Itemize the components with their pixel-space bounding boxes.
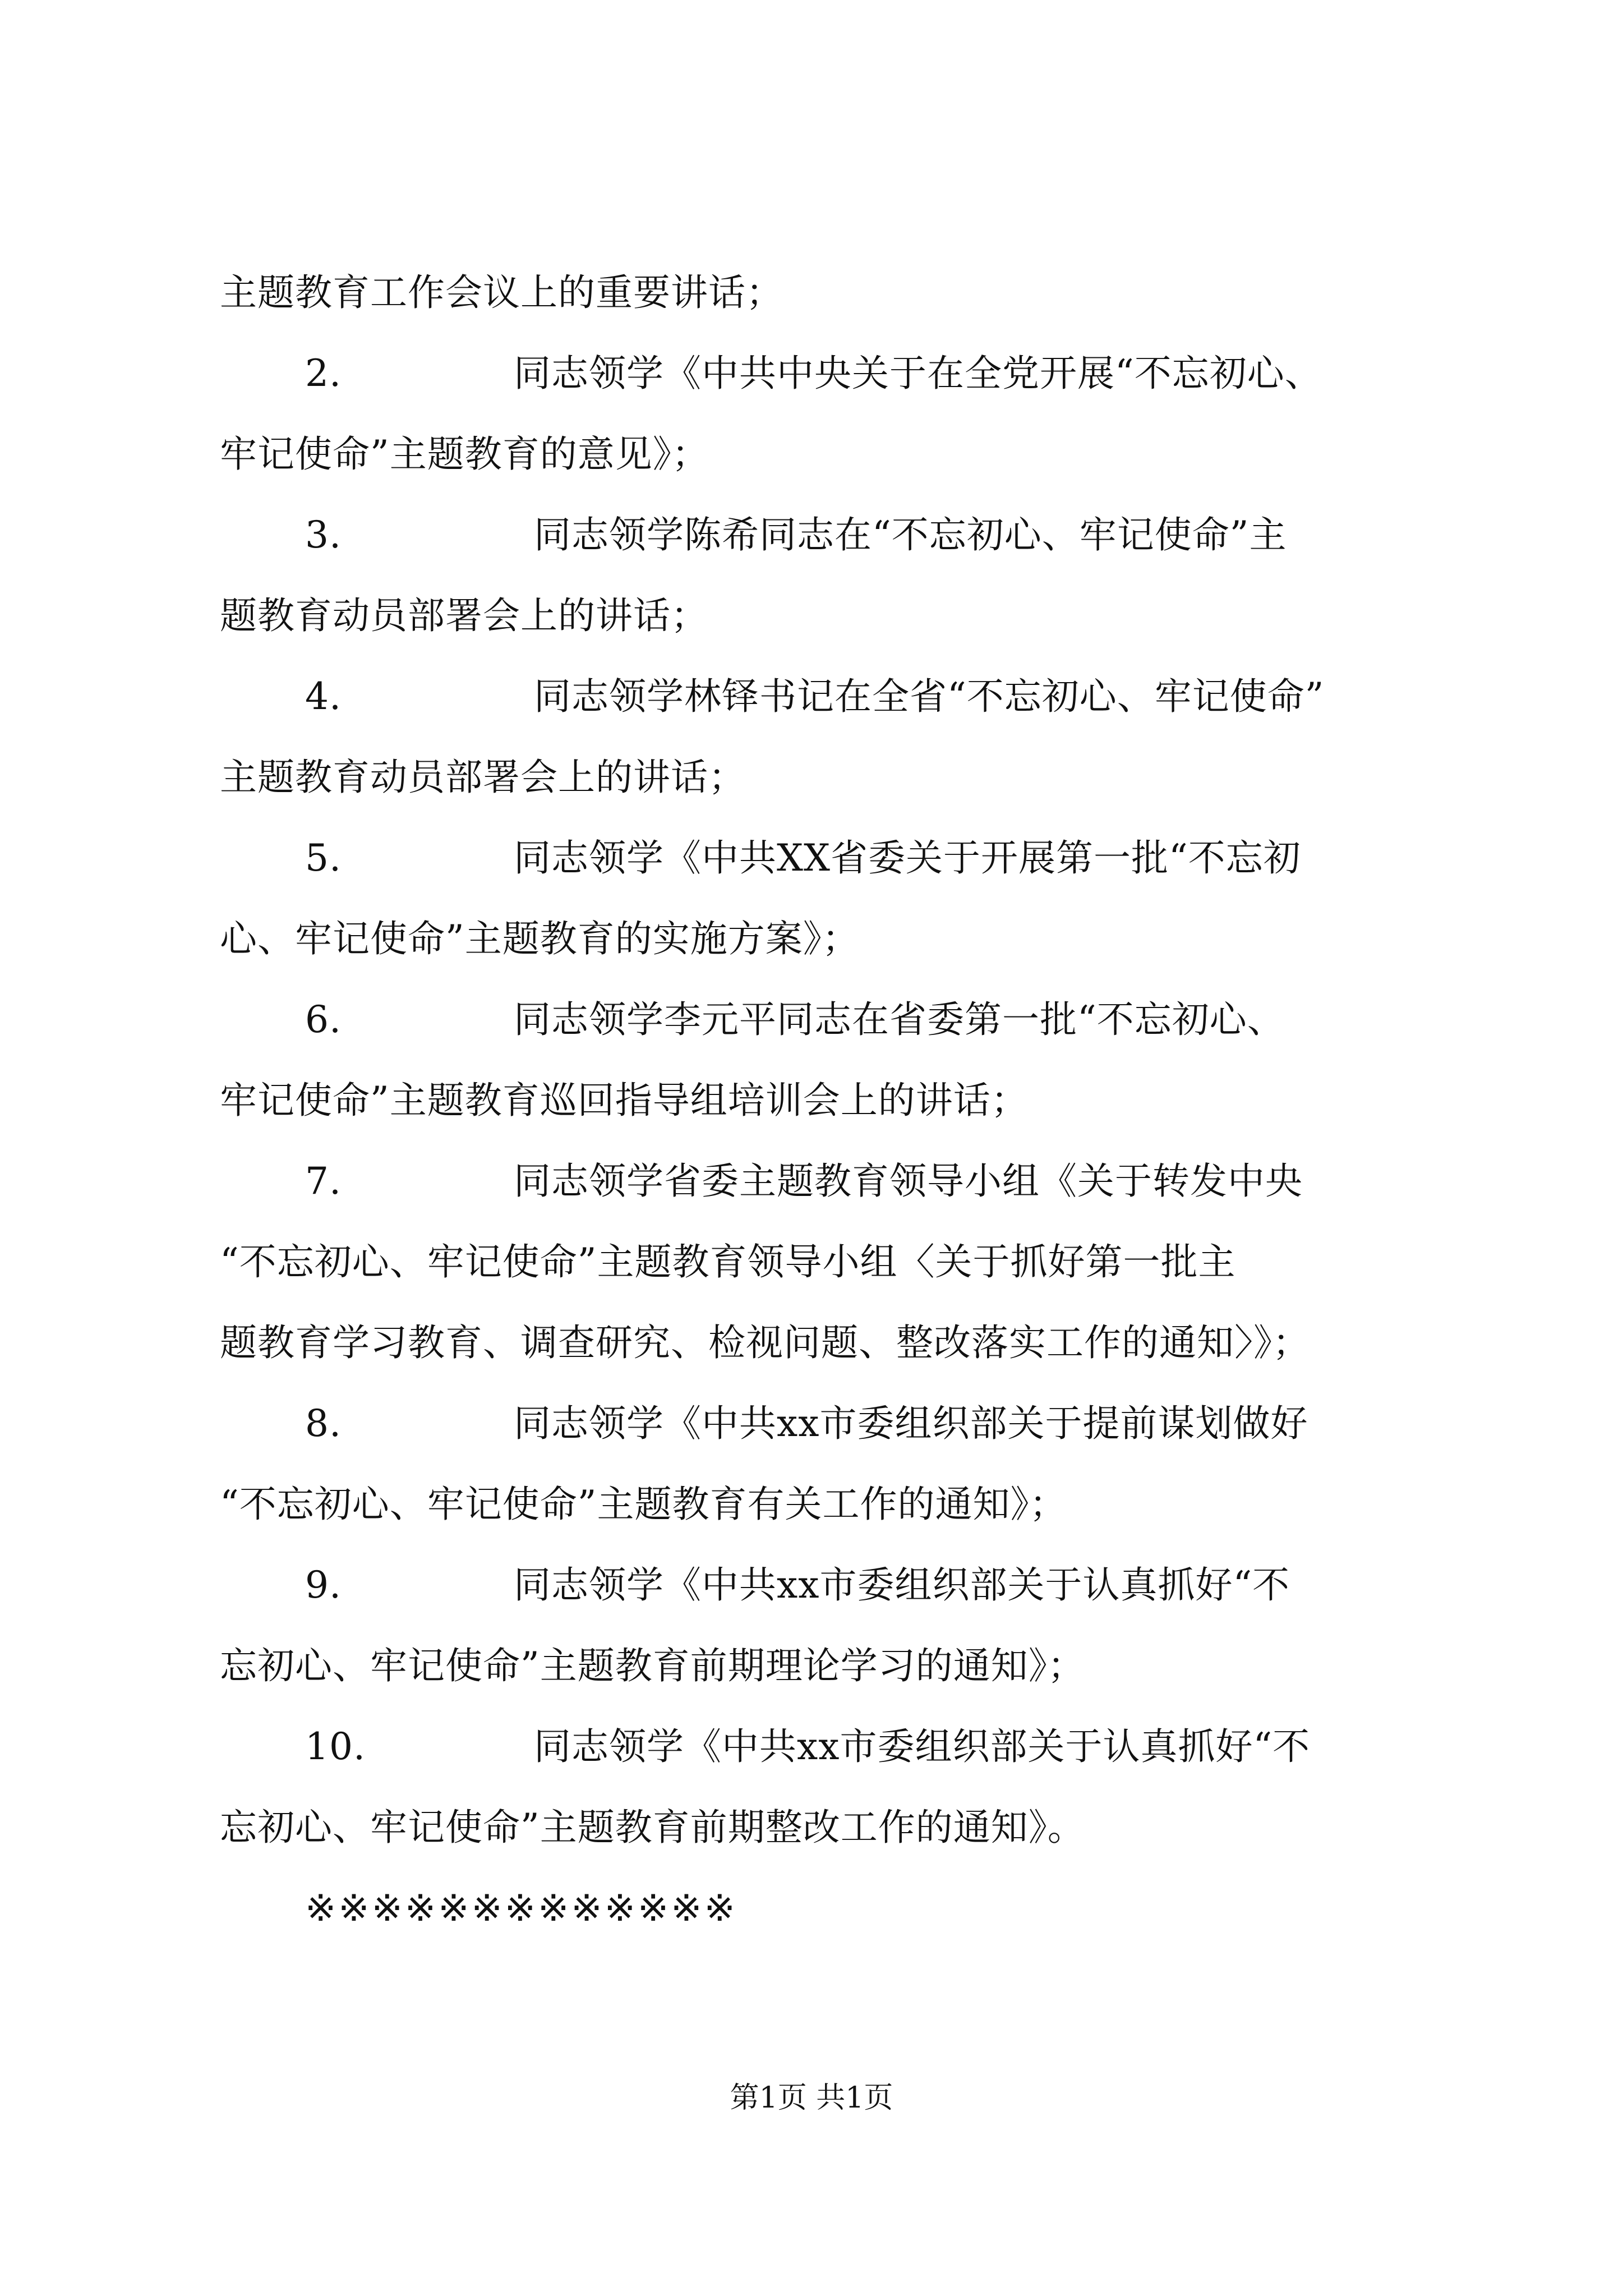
item-number: 10.	[305, 1725, 366, 1768]
item-text: 同志领学《中共中央关于在全党开展“不忘初心、	[514, 352, 1322, 395]
item-number: 5.	[305, 836, 342, 880]
list-item-continuation: 牢记使命”主题教育的意见》；	[220, 432, 709, 476]
list-item-continuation: 主题教育动员部署会上的讲话；	[220, 756, 746, 799]
item-number: 3.	[305, 513, 342, 556]
list-item-first-line	[220, 1545, 1431, 1626]
item-number: 4.	[305, 675, 342, 718]
item-number: 9.	[305, 1563, 342, 1607]
list-item-first-line	[220, 979, 1431, 1060]
list-item-first-line	[220, 1706, 1431, 1787]
item-text: 同志领学李元平同志在省委第一批“不忘初心、	[514, 998, 1285, 1041]
item-number: 2.	[305, 352, 342, 395]
item-text: 同志领学《中共xx市委组织部关于认真抓好“不	[534, 1725, 1311, 1768]
intro-line: 主题教育工作会议上的重要讲话；	[220, 271, 783, 314]
item-text: 同志领学《中共xx市委组织部关于认真抓好“不	[514, 1563, 1290, 1607]
list-item-continuation: 题教育动员部署会上的讲话；	[220, 594, 708, 637]
item-text: 同志领学省委主题教育领导小组《关于转发中央	[514, 1159, 1303, 1203]
list-item-continuation: 牢记使命”主题教育巡回指导组培训会上的讲话；	[220, 1079, 1029, 1122]
item-text: 同志领学林铎书记在全省“不忘初心、牢记使命”	[534, 675, 1325, 718]
list-item-continuation: “不忘初心、牢记使命”主题教育有关工作的通知》；	[220, 1483, 1067, 1526]
list-item-first-line	[220, 495, 1431, 576]
list-item-first-line	[220, 818, 1431, 899]
item-number: 6.	[305, 998, 342, 1041]
page-footer: 第1页 共1页	[730, 2081, 893, 2115]
list-item-first-line	[220, 1141, 1431, 1222]
item-text: 同志领学陈希同志在“不忘初心、牢记使命”主	[534, 513, 1287, 556]
item-text: 同志领学《中共XX省委关于开展第一批“不忘初	[514, 836, 1301, 880]
document-body	[220, 252, 1431, 1949]
list-item-continuation: “不忘初心、牢记使命”主题教育领导小组〈关于抓好第一批主	[220, 1240, 1236, 1283]
list-item-first-line	[220, 1383, 1431, 1464]
item-number: 8.	[305, 1402, 342, 1445]
list-item-first-line	[220, 333, 1431, 414]
list-item-first-line	[220, 656, 1431, 737]
item-number: 7.	[305, 1159, 342, 1203]
list-item-continuation: 题教育学习教育、调查研究、检视问题、整改落实工作的通知〉》；	[220, 1321, 1310, 1364]
list-item-continuation: 忘初心、牢记使命”主题教育前期整改工作的通知》。	[220, 1806, 1085, 1849]
item-text: 同志领学《中共xx市委组织部关于提前谋划做好	[514, 1402, 1308, 1445]
separator-marks: ※※※※※※※※※※※※※	[305, 1887, 737, 1930]
list-item-continuation: 忘初心、牢记使命”主题教育前期理论学习的通知》；	[220, 1644, 1085, 1687]
list-item-continuation: 心、牢记使命”主题教育的实施方案》；	[220, 917, 860, 960]
